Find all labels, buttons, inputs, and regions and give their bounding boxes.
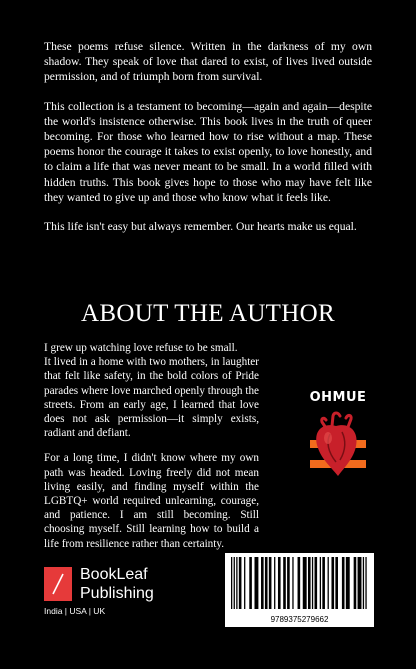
barcode-bar: [346, 557, 350, 609]
barcode-bar: [265, 557, 268, 609]
isbn-barcode: [225, 553, 374, 627]
barcode-bar: [231, 557, 232, 609]
bookleaf-slash-icon: [44, 567, 72, 601]
barcode-bar: [269, 557, 272, 609]
barcode-bar: [328, 557, 329, 609]
barcode-bar: [342, 557, 345, 609]
barcode-bar: [335, 557, 338, 609]
blurb-paragraph-2: This collection is a testament to becoming—again and again—despite the world's insistence otherwise. This book lives in the truth of queer becoming. For those who learned how to rise without a map. These poems honor the courage it takes to exist openly, to love honestly, and to claim a life that was never meant to be small. In a world filled with hidden truths. This book gives hope to those who may have felt like they wanted to give up and those who know what it feels like.: [44, 99, 372, 204]
barcode-bar: [312, 557, 313, 609]
barcode-bar: [234, 557, 235, 609]
barcode-bar: [239, 557, 242, 609]
about-author-heading: ABOUT THE AUTHOR: [81, 300, 335, 327]
author-bio: [44, 341, 259, 562]
barcode-bar: [322, 557, 325, 609]
anatomical-heart-icon: [296, 410, 376, 480]
bio-paragraph-1: I grew up watching love refuse to be small. It lived in a home with two mothers, in laughter that felt like safety, in the bold colors of Pride parades where love marched openly through the streets. From an early age, I learned that love does not ask permission—it simply exists, radiant and defiant.: [44, 342, 259, 440]
blurb-paragraph-1: These poems refuse silence. Written in the darkness of my own shadow. They speak of love that dared to exist, of lives lived outside permission, and of triumph born from survival.: [44, 40, 372, 84]
barcode-bar: [244, 557, 245, 609]
blurb-paragraph-3: This life isn't easy but always remember. Our hearts make us equal.: [44, 220, 357, 234]
publisher-logo: [44, 567, 184, 637]
barcode-bar: [274, 557, 275, 609]
barcode-bar: [298, 557, 301, 609]
barcode-bar: [292, 557, 293, 609]
ohmue-logo-text: OHMUE: [309, 390, 367, 405]
barcode-bar: [303, 557, 307, 609]
blurb: [44, 39, 372, 248]
barcode-bar: [287, 557, 290, 609]
barcode-bar: [236, 557, 237, 609]
barcode-bars: [229, 557, 370, 609]
barcode-bar: [308, 557, 311, 609]
isbn-number: 9789375279662: [270, 615, 329, 624]
barcode-bar: [331, 557, 334, 609]
bio-paragraph-2: For a long time, I didn't know where my own path was headed. Loving freely did not mean living easily, and finding myself within the LGBTQ+ world required unlearning, courage, and patience. I am still becoming. Still choosing myself. Still learning how to build a life from resilience rather than certainty.: [44, 452, 259, 550]
barcode-bar: [261, 557, 264, 609]
barcode-bar: [249, 557, 252, 609]
barcode-bar: [320, 557, 321, 609]
barcode-bar: [365, 557, 366, 609]
barcode-bar: [278, 557, 281, 609]
barcode-bar: [363, 557, 364, 609]
barcode-bar: [315, 557, 318, 609]
publisher-name: BookLeaf Publishing: [80, 566, 154, 602]
barcode-bar: [254, 557, 258, 609]
publisher-regions: India | USA | UK: [44, 606, 106, 616]
barcode-bar: [358, 557, 362, 609]
barcode-bar: [283, 557, 286, 609]
barcode-bar: [354, 557, 357, 609]
